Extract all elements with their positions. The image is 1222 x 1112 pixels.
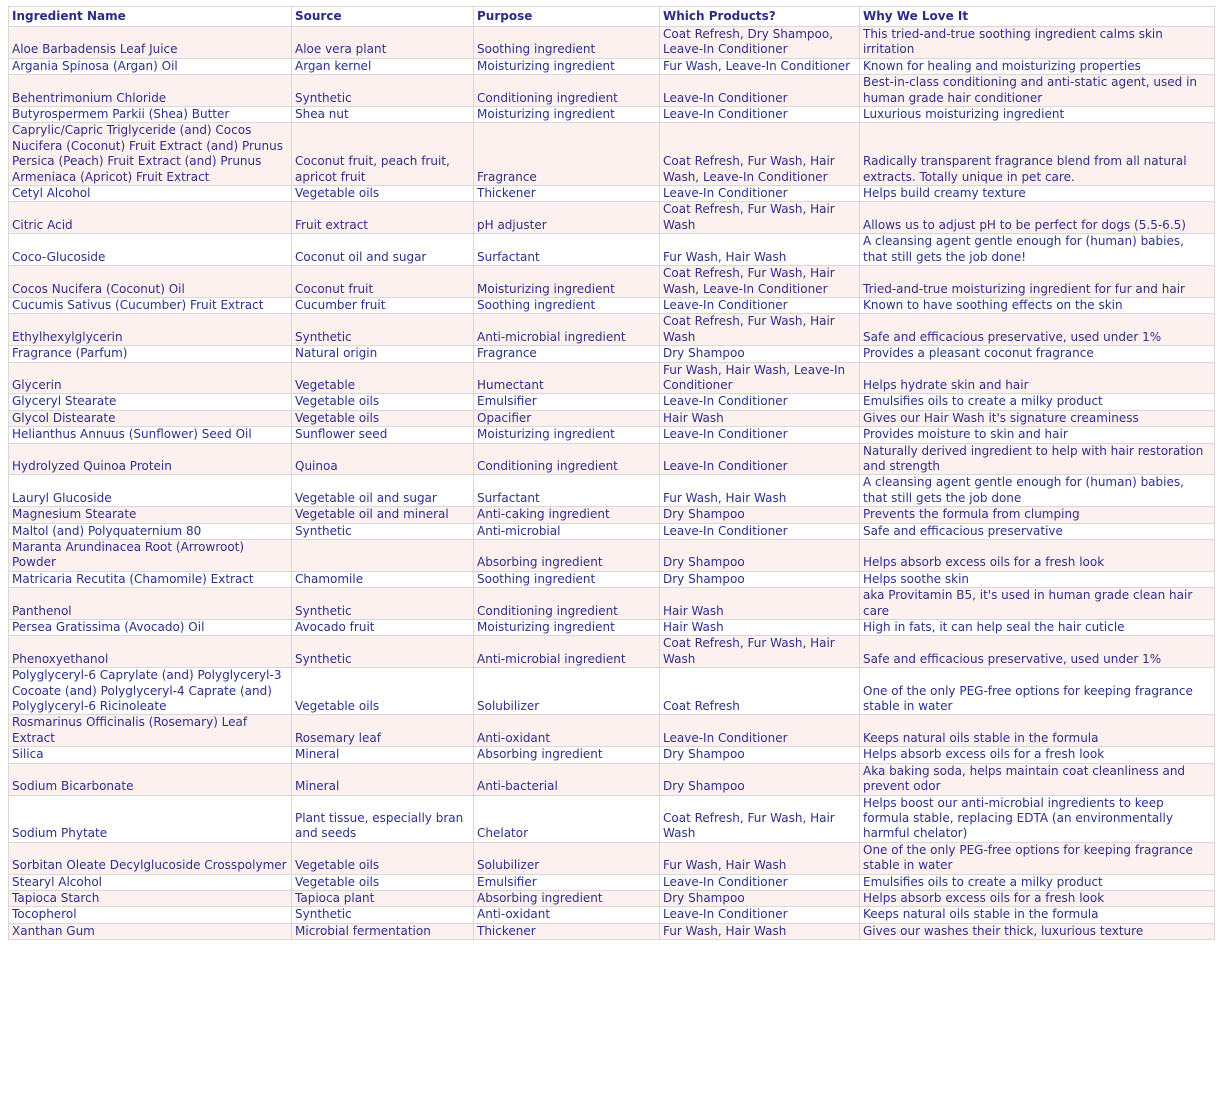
cell-purpose: Moisturizing ingredient [474,58,660,74]
cell-which-products: Fur Wash, Hair Wash [660,234,860,266]
cell-purpose: Moisturizing ingredient [474,266,660,298]
cell-source: Synthetic [292,636,474,668]
cell-ingredient-name: Citric Acid [9,202,292,234]
cell-ingredient-name: Rosmarinus Officinalis (Rosemary) Leaf Extract [9,715,292,747]
cell-ingredient-name: Phenoxyethanol [9,636,292,668]
cell-why-we-love-it: High in fats, it can help seal the hair cuticle [860,620,1215,636]
cell-source: Microbial fermentation [292,923,474,939]
cell-why-we-love-it: Emulsifies oils to create a milky product [860,874,1215,890]
cell-why-we-love-it: One of the only PEG-free options for keeping fragrance stable in water [860,842,1215,874]
cell-which-products: Leave-In Conditioner [660,427,860,443]
table-row [9,475,1215,507]
cell-purpose: Fragrance [474,346,660,362]
cell-purpose: Emulsifier [474,394,660,410]
cell-source: Quinoa [292,443,474,475]
cell-ingredient-name: Hydrolyzed Quinoa Protein [9,443,292,475]
table-row [9,923,1215,939]
cell-source: Vegetable [292,362,474,394]
table-row [9,27,1215,59]
cell-source: Vegetable oils [292,186,474,202]
table-row [9,107,1215,123]
cell-source: Synthetic [292,314,474,346]
table-header [9,7,1215,27]
cell-source: Shea nut [292,107,474,123]
cell-ingredient-name: Caprylic/Capric Triglyceride (and) Cocos Nucifera (Coconut) Fruit Extract (and) Prunus Persica (Peach) Fruit Extract (and) Prunus Armeniaca (Apricot) Fruit Extract [9,123,292,186]
cell-ingredient-name: Glycerin [9,362,292,394]
table-row [9,571,1215,587]
cell-why-we-love-it: Helps build creamy texture [860,186,1215,202]
table-row [9,297,1215,313]
cell-why-we-love-it: This tried-and-true soothing ingredient calms skin irritation [860,27,1215,59]
cell-source: Vegetable oils [292,410,474,426]
table-row [9,123,1215,186]
cell-which-products: Coat Refresh, Fur Wash, Hair Wash, Leave-In Conditioner [660,266,860,298]
cell-source: Vegetable oils [292,842,474,874]
cell-which-products: Coat Refresh, Fur Wash, Hair Wash [660,795,860,842]
cell-why-we-love-it: Provides a pleasant coconut fragrance [860,346,1215,362]
cell-which-products: Dry Shampoo [660,346,860,362]
header-purpose: Purpose [474,7,660,27]
table-row [9,202,1215,234]
cell-why-we-love-it: Known to have soothing effects on the skin [860,297,1215,313]
cell-purpose: Anti-bacterial [474,763,660,795]
cell-purpose: Anti-microbial ingredient [474,636,660,668]
table-row [9,540,1215,572]
cell-ingredient-name: Glycol Distearate [9,410,292,426]
cell-source: Vegetable oils [292,668,474,715]
cell-which-products: Dry Shampoo [660,747,860,763]
cell-why-we-love-it: Allows us to adjust pH to be perfect for dogs (5.5-6.5) [860,202,1215,234]
cell-which-products: Leave-In Conditioner [660,186,860,202]
cell-ingredient-name: Maranta Arundinacea Root (Arrowroot) Powder [9,540,292,572]
table-body [9,27,1215,940]
cell-which-products: Dry Shampoo [660,763,860,795]
cell-source: Mineral [292,747,474,763]
cell-purpose: Thickener [474,186,660,202]
cell-which-products: Hair Wash [660,410,860,426]
cell-purpose: Anti-microbial [474,523,660,539]
cell-purpose: Anti-microbial ingredient [474,314,660,346]
cell-purpose: Conditioning ingredient [474,588,660,620]
header-which-products: Which Products? [660,7,860,27]
cell-purpose: Conditioning ingredient [474,75,660,107]
cell-which-products: Leave-In Conditioner [660,874,860,890]
table-row [9,523,1215,539]
table-row [9,266,1215,298]
cell-why-we-love-it: Radically transparent fragrance blend from all natural extracts. Totally unique in pet care. [860,123,1215,186]
table-row [9,186,1215,202]
table-row [9,75,1215,107]
table-row [9,410,1215,426]
cell-which-products: Dry Shampoo [660,571,860,587]
cell-purpose: Surfactant [474,475,660,507]
cell-ingredient-name: Ethylhexylglycerin [9,314,292,346]
cell-which-products: Hair Wash [660,620,860,636]
cell-which-products: Dry Shampoo [660,507,860,523]
cell-ingredient-name: Sodium Bicarbonate [9,763,292,795]
table-row [9,346,1215,362]
cell-ingredient-name: Cucumis Sativus (Cucumber) Fruit Extract [9,297,292,313]
cell-source: Synthetic [292,523,474,539]
table-row [9,362,1215,394]
cell-which-products: Leave-In Conditioner [660,907,860,923]
cell-why-we-love-it: Helps absorb excess oils for a fresh look [860,747,1215,763]
cell-why-we-love-it: Helps hydrate skin and hair [860,362,1215,394]
cell-purpose: Anti-caking ingredient [474,507,660,523]
cell-which-products: Hair Wash [660,588,860,620]
cell-which-products: Leave-In Conditioner [660,443,860,475]
cell-ingredient-name: Cetyl Alcohol [9,186,292,202]
ingredients-table [8,6,1215,940]
cell-purpose: Anti-oxidant [474,715,660,747]
cell-purpose: Soothing ingredient [474,297,660,313]
table-row [9,907,1215,923]
cell-why-we-love-it: Safe and efficacious preservative [860,523,1215,539]
cell-ingredient-name: Tapioca Starch [9,890,292,906]
cell-which-products: Leave-In Conditioner [660,394,860,410]
cell-purpose: Absorbing ingredient [474,747,660,763]
cell-which-products: Coat Refresh, Fur Wash, Hair Wash [660,314,860,346]
cell-ingredient-name: Matricaria Recutita (Chamomile) Extract [9,571,292,587]
header-ingredient-name: Ingredient Name [9,7,292,27]
cell-ingredient-name: Sorbitan Oleate Decylglucoside Crosspolymer [9,842,292,874]
table-row [9,874,1215,890]
cell-ingredient-name: Argania Spinosa (Argan) Oil [9,58,292,74]
cell-source: Synthetic [292,588,474,620]
table-row [9,507,1215,523]
cell-purpose: Opacifier [474,410,660,426]
cell-source: Cucumber fruit [292,297,474,313]
cell-purpose: Emulsifier [474,874,660,890]
cell-why-we-love-it: Helps boost our anti-microbial ingredients to keep formula stable, replacing EDTA (an environmentally harmful chelator) [860,795,1215,842]
cell-source: Argan kernel [292,58,474,74]
cell-ingredient-name: Stearyl Alcohol [9,874,292,890]
table-row [9,620,1215,636]
cell-why-we-love-it: A cleansing agent gentle enough for (human) babies, that still gets the job done! [860,234,1215,266]
table-row [9,58,1215,74]
cell-source: Avocado fruit [292,620,474,636]
table-row [9,890,1215,906]
cell-ingredient-name: Magnesium Stearate [9,507,292,523]
ingredients-table-container [8,6,1215,940]
cell-purpose: Soothing ingredient [474,571,660,587]
cell-why-we-love-it: Keeps natural oils stable in the formula [860,715,1215,747]
cell-why-we-love-it: Safe and efficacious preservative, used under 1% [860,314,1215,346]
cell-why-we-love-it: A cleansing agent gentle enough for (human) babies, that still gets the job done [860,475,1215,507]
cell-source: Synthetic [292,75,474,107]
cell-which-products: Leave-In Conditioner [660,715,860,747]
cell-purpose: Absorbing ingredient [474,890,660,906]
cell-why-we-love-it: Emulsifies oils to create a milky product [860,394,1215,410]
table-row [9,588,1215,620]
cell-why-we-love-it: Known for healing and moisturizing properties [860,58,1215,74]
cell-purpose: Solubilizer [474,842,660,874]
cell-ingredient-name: Helianthus Annuus (Sunflower) Seed Oil [9,427,292,443]
cell-which-products: Fur Wash, Hair Wash [660,923,860,939]
cell-purpose: Solubilizer [474,668,660,715]
cell-which-products: Coat Refresh [660,668,860,715]
cell-purpose: Fragrance [474,123,660,186]
cell-why-we-love-it: Keeps natural oils stable in the formula [860,907,1215,923]
cell-which-products: Fur Wash, Hair Wash, Leave-In Conditioner [660,362,860,394]
cell-why-we-love-it: Tried-and-true moisturizing ingredient for fur and hair [860,266,1215,298]
table-row [9,747,1215,763]
cell-purpose: Anti-oxidant [474,907,660,923]
cell-why-we-love-it: Gives our Hair Wash it's signature creaminess [860,410,1215,426]
cell-source: Coconut fruit [292,266,474,298]
cell-why-we-love-it: Luxurious moisturizing ingredient [860,107,1215,123]
cell-ingredient-name: Maltol (and) Polyquaternium 80 [9,523,292,539]
cell-purpose: Moisturizing ingredient [474,107,660,123]
table-row [9,636,1215,668]
cell-source: Fruit extract [292,202,474,234]
cell-source: Coconut fruit, peach fruit, apricot fruit [292,123,474,186]
cell-source [292,540,474,572]
table-row [9,668,1215,715]
cell-ingredient-name: Glyceryl Stearate [9,394,292,410]
cell-source: Coconut oil and sugar [292,234,474,266]
cell-why-we-love-it: Gives our washes their thick, luxurious texture [860,923,1215,939]
cell-why-we-love-it: Helps soothe skin [860,571,1215,587]
cell-source: Vegetable oil and mineral [292,507,474,523]
header-why-we-love-it: Why We Love It [860,7,1215,27]
cell-ingredient-name: Cocos Nucifera (Coconut) Oil [9,266,292,298]
table-row [9,715,1215,747]
cell-ingredient-name: Panthenol [9,588,292,620]
cell-which-products: Dry Shampoo [660,890,860,906]
cell-source: Aloe vera plant [292,27,474,59]
cell-purpose: Chelator [474,795,660,842]
cell-source: Natural origin [292,346,474,362]
cell-ingredient-name: Behentrimonium Chloride [9,75,292,107]
table-row [9,763,1215,795]
table-row [9,842,1215,874]
table-row [9,795,1215,842]
cell-why-we-love-it: Safe and efficacious preservative, used under 1% [860,636,1215,668]
cell-source: Mineral [292,763,474,795]
cell-source: Chamomile [292,571,474,587]
cell-which-products: Leave-In Conditioner [660,107,860,123]
cell-purpose: Soothing ingredient [474,27,660,59]
cell-why-we-love-it: Provides moisture to skin and hair [860,427,1215,443]
cell-purpose: Humectant [474,362,660,394]
cell-purpose: Moisturizing ingredient [474,620,660,636]
cell-ingredient-name: Persea Gratissima (Avocado) Oil [9,620,292,636]
cell-which-products: Coat Refresh, Fur Wash, Hair Wash [660,202,860,234]
cell-ingredient-name: Polyglyceryl-6 Caprylate (and) Polyglyceryl-3 Cocoate (and) Polyglyceryl-4 Caprate (and) Polyglyceryl-6 Ricinoleate [9,668,292,715]
cell-which-products: Leave-In Conditioner [660,297,860,313]
cell-why-we-love-it: Best-in-class conditioning and anti-static agent, used in human grade hair conditioner [860,75,1215,107]
cell-source: Vegetable oils [292,394,474,410]
cell-which-products: Fur Wash, Leave-In Conditioner [660,58,860,74]
cell-ingredient-name: Butyrospermem Parkii (Shea) Butter [9,107,292,123]
cell-source: Synthetic [292,907,474,923]
cell-why-we-love-it: One of the only PEG-free options for keeping fragrance stable in water [860,668,1215,715]
cell-which-products: Leave-In Conditioner [660,75,860,107]
cell-why-we-love-it: Prevents the formula from clumping [860,507,1215,523]
cell-why-we-love-it: Helps absorb excess oils for a fresh look [860,890,1215,906]
cell-purpose: pH adjuster [474,202,660,234]
cell-source: Vegetable oils [292,874,474,890]
cell-which-products: Dry Shampoo [660,540,860,572]
table-row [9,314,1215,346]
cell-ingredient-name: Fragrance (Parfum) [9,346,292,362]
cell-ingredient-name: Lauryl Glucoside [9,475,292,507]
cell-why-we-love-it: aka Provitamin B5, it's used in human grade clean hair care [860,588,1215,620]
cell-purpose: Thickener [474,923,660,939]
cell-why-we-love-it: Naturally derived ingredient to help with hair restoration and strength [860,443,1215,475]
cell-source: Sunflower seed [292,427,474,443]
cell-source: Vegetable oil and sugar [292,475,474,507]
cell-source: Tapioca plant [292,890,474,906]
cell-purpose: Conditioning ingredient [474,443,660,475]
cell-ingredient-name: Xanthan Gum [9,923,292,939]
cell-purpose: Absorbing ingredient [474,540,660,572]
header-row [9,7,1215,27]
cell-why-we-love-it: Aka baking soda, helps maintain coat cleanliness and prevent odor [860,763,1215,795]
cell-which-products: Coat Refresh, Fur Wash, Hair Wash [660,636,860,668]
cell-which-products: Coat Refresh, Fur Wash, Hair Wash, Leave-In Conditioner [660,123,860,186]
cell-ingredient-name: Sodium Phytate [9,795,292,842]
cell-ingredient-name: Silica [9,747,292,763]
cell-which-products: Fur Wash, Hair Wash [660,475,860,507]
cell-ingredient-name: Tocopherol [9,907,292,923]
cell-purpose: Moisturizing ingredient [474,427,660,443]
cell-source: Rosemary leaf [292,715,474,747]
cell-source: Plant tissue, especially bran and seeds [292,795,474,842]
cell-which-products: Coat Refresh, Dry Shampoo, Leave-In Conditioner [660,27,860,59]
cell-why-we-love-it: Helps absorb excess oils for a fresh look [860,540,1215,572]
table-row [9,234,1215,266]
cell-purpose: Surfactant [474,234,660,266]
cell-which-products: Leave-In Conditioner [660,523,860,539]
table-row [9,427,1215,443]
header-source: Source [292,7,474,27]
table-row [9,394,1215,410]
cell-which-products: Fur Wash, Hair Wash [660,842,860,874]
cell-ingredient-name: Coco-Glucoside [9,234,292,266]
cell-ingredient-name: Aloe Barbadensis Leaf Juice [9,27,292,59]
table-row [9,443,1215,475]
